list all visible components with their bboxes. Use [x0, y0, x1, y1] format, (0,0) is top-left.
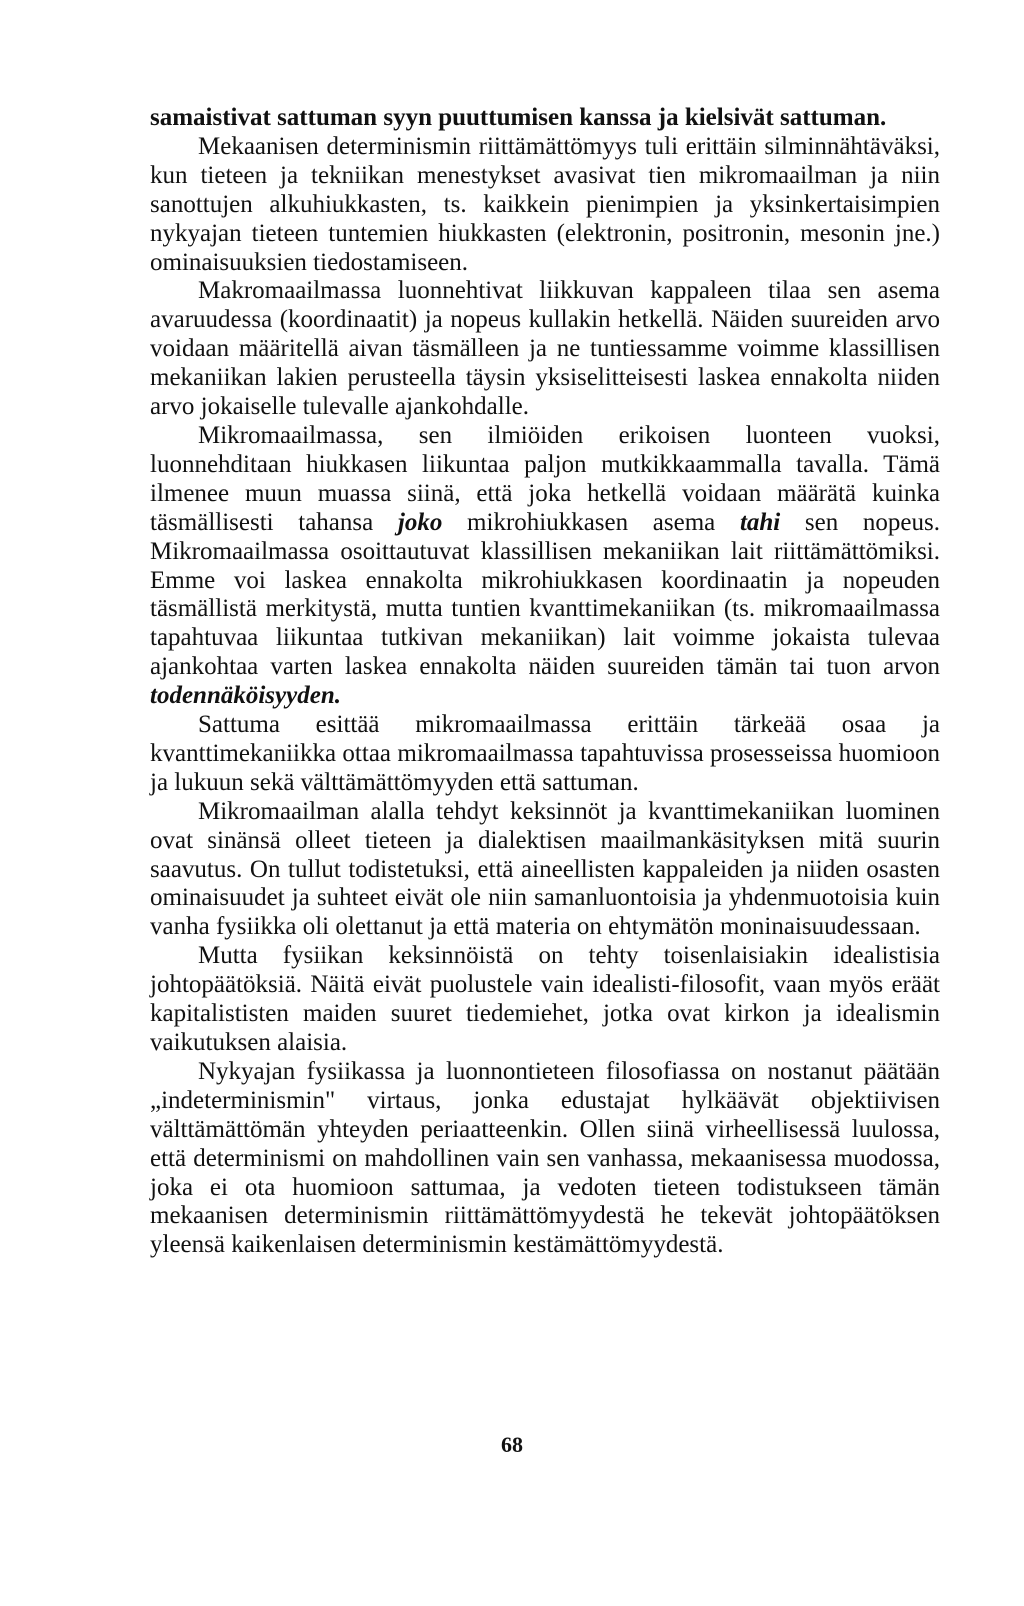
page-body [150, 104, 940, 1260]
paragraph [150, 942, 940, 1058]
text-run: Makromaailmassa luonnehtivat liikkuvan kappaleen tilaa sen asema avaruudessa (koordinaatit) ja nopeus kullakin hetkellä. Näiden suureiden arvo voidaan määritellä aivan täsmälleen ja ne tuntiessamme voimme klassillisen mekaniikan lakien perusteella täysin yksiselitteisesti laskea ennakolta niiden arvo jokaiselle tulevalle ajankohdalle. [150, 277, 940, 421]
page-number: 68 [501, 1432, 523, 1457]
text-run: mikrohiukkasen asema [442, 508, 740, 536]
text-run: Mikromaailman alalla tehdyt keksinnöt ja kvanttimekaniikan luominen ovat sinänsä olleet tieteen ja dialektisen maailmankäsityksen mitä suurin saavutus. On tullut todistetuksi, että aineellisten kappaleiden ja niiden osasten ominaisuudet ja suhteet eivät ole niin samanluontoisia ja yhdenmuotoisia kuin vanha fysiikka oli olettanut ja että materia on ehtymätön moninaisuudessaan. [150, 797, 940, 941]
text-run: samaistivat sattuman syyn puuttumisen kanssa ja kielsivät sattuman. [150, 104, 887, 131]
paragraph [150, 1058, 940, 1260]
emphasized-text: todennäköisyyden. [150, 682, 341, 710]
paragraph [150, 104, 940, 133]
text-run: Mekaanisen determinismin riittämättömyys tuli erittäin silminnähtäväksi, kun tieteen ja tekniikan menestykset avasivat tien mikromaailman ja niin sanottujen alkuhiukkasten, ts. kaikkein pienimpien ja yksinkertaisimpien nykyajan tieteen tuntemien hiukkasten (elektronin, positronin, mesonin jne.) ominaisuuksien tiedostamiseen. [150, 132, 940, 276]
text-run: Mikromaailmassa, sen ilmiöiden erikoisen luonteen vuoksi, luonnehditaan hiukkasen liikuntaa paljon mutkikkaammalla tavalla. Tämä ilmenee muun muassa siinä, että joka hetkellä voidaan määrätä kuinka täsmällisesti tahansa [150, 421, 940, 536]
emphasized-text: tahi [739, 508, 781, 536]
paragraph [150, 133, 940, 278]
emphasized-text: joko [397, 508, 443, 536]
text-run: Sattuma esittää mikromaailmassa erittäin tärkeää osaa ja kvanttimekaniikka ottaa mikromaailmassa tapahtuvissa prosesseissa huomioon ja lukuun sekä välttämättömyyden että sattuman. [150, 711, 940, 796]
text-run: sen nopeus. Mikromaailmassa osoittautuvat klassillisen mekaniikan lait riittämättömiksi. Emme voi laskea ennakolta mikrohiukkasen koordinaatin ja nopeuden täsmällistä merkitystä, mutta tuntien kvanttimekaniikan (ts. mikromaailmassa tapahtuvaa liikuntaa tutkivan mekaniikan) lait voimme jokaista tulevaa ajankohtaa varten laskea ennakolta näiden suureiden tämän tai tuon arvon [150, 508, 940, 681]
text-run: Nykyajan fysiikassa ja luonnontieteen filosofiassa on nostanut päätään „indeterminismin" virtaus, jonka edustajat hylkäävät objektiivisen välttämättömän yhteyden periaatteenkin. Ollen siinä virheellisessä luulossa, että determinismi on mahdollinen vain sen vanhassa, mekaanisessa muodossa, joka ei ota huomioon sattumaa, ja vedoten tieteen todistukseen tämän mekaanisen determinismin riittämättömyydestä he tekevät johtopäätöksen yleensä kaikenlaisen determinismin kestämättömyydestä. [150, 1057, 940, 1259]
paragraph [150, 277, 940, 422]
text-run: Mutta fysiikan keksinnöistä on tehty toisenlaisiakin idealistisia johtopäätöksiä. Näitä eivät puolustele vain idealisti-filosofit, vaan myös eräät kapitalististen maiden suuret tiedemiehet, jotka ovat kirkon ja idealismin vaikutuksen alaisia. [150, 942, 940, 1056]
paragraph [150, 798, 940, 943]
paragraph [150, 711, 940, 798]
paragraph [150, 422, 940, 711]
